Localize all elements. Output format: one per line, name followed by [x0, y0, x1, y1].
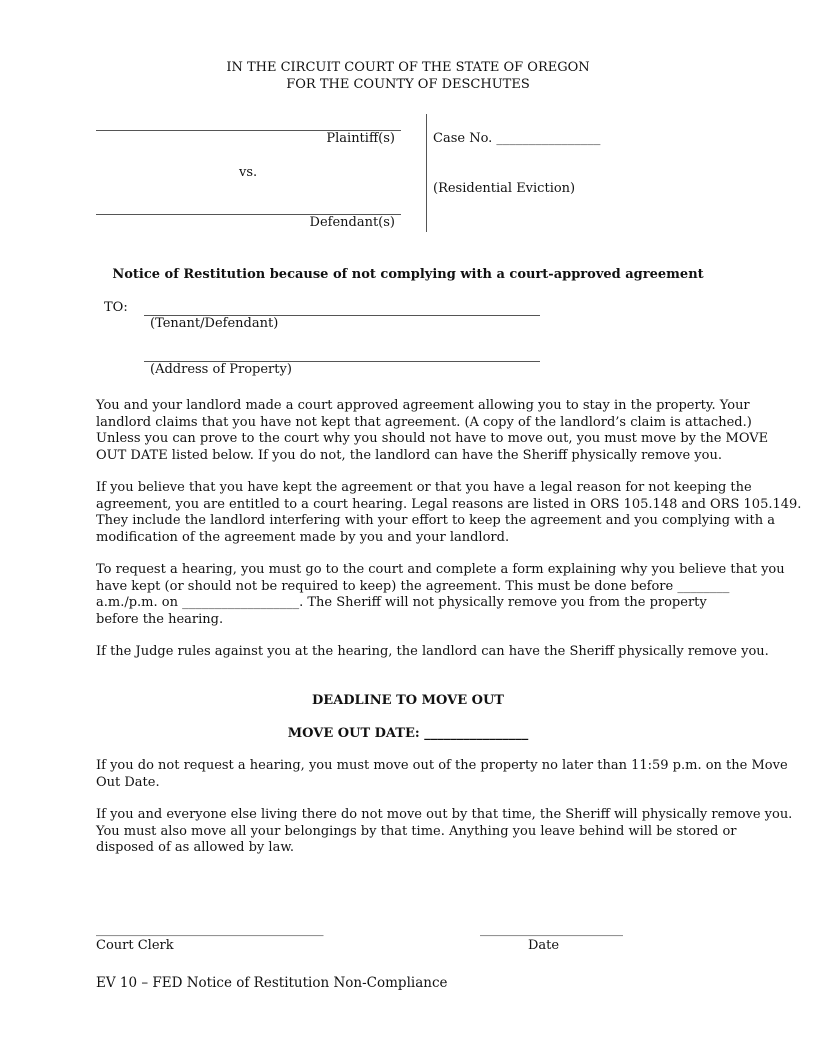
paragraph-line: To request a hearing, you must go to the court and complete a form explaining why you believe that you: [96, 562, 785, 577]
paragraph-line: If the Judge rules against you at the hearing, the landlord can have the Sheriff physically remove you.: [96, 644, 769, 659]
document-title: Notice of Restitution because of not complying with a court-approved agreement: [112, 267, 704, 282]
paragraph-line: landlord claims that you have not kept that agreement. (A copy of the landlord’s claim is attached.): [96, 414, 752, 430]
address-label: (Address of Property): [150, 362, 292, 377]
tenant-label: (Tenant/Defendant): [150, 316, 279, 331]
move-out-paragraph: [96, 758, 788, 791]
to-label: TO:: [104, 300, 128, 315]
clerk-label: Court Clerk: [96, 938, 174, 953]
judge-ruling-paragraph: [96, 644, 769, 661]
plaintiff-label: Plaintiff(s): [326, 131, 395, 146]
paragraph-line[interactable]: have kept (or should not be required to keep) the agreement. This must be done before ________: [96, 578, 730, 594]
deadline-heading: DEADLINE TO MOVE OUT: [312, 693, 504, 708]
paragraph-line: Out Date.: [96, 774, 160, 790]
county-line: FOR THE COUNTY OF DESCHUTES: [286, 76, 530, 92]
move-out-date-field[interactable]: MOVE OUT DATE: ________________: [287, 726, 529, 741]
date-label: Date: [528, 938, 560, 953]
form-footer: EV 10 – FED Notice of Restitution Non-Compliance: [96, 975, 448, 991]
paragraph-line: If you and everyone else living there do not move out by that time, the Sheriff will physically remove you.: [96, 807, 793, 822]
request-hearing-paragraph: [96, 562, 785, 628]
case-type-label: (Residential Eviction): [433, 181, 576, 196]
defendant-label: Defendant(s): [309, 215, 395, 230]
paragraph-line: modification of the agreement made by you and your landlord.: [96, 529, 510, 545]
vs-label: vs.: [239, 165, 258, 180]
agreement-paragraph: [96, 398, 769, 464]
paragraph-line: If you believe that you have kept the agreement or that you have a legal reason for not keeping the: [96, 480, 752, 495]
case-number-field[interactable]: Case No. ________________: [433, 131, 601, 146]
paragraph-line: You must also move all your belongings by that time. Anything you leave behind will be stored or: [96, 823, 737, 839]
paragraph-line[interactable]: a.m./p.m. on __________________. The Sheriff will not physically remove you from the property: [96, 595, 707, 610]
paragraph-line: before the hearing.: [96, 611, 224, 627]
paragraph-line: Unless you can prove to the court why you should not have to move out, you must move by the MOVE: [96, 431, 769, 446]
paragraph-line: You and your landlord made a court approved agreement allowing you to stay in the property. Your: [96, 398, 750, 413]
hearing-rights-paragraph: [96, 480, 802, 546]
paragraph-line: OUT DATE listed below. If you do not, the landlord can have the Sheriff physically remove you.: [96, 447, 722, 463]
court-heading: [0, 60, 816, 93]
paragraph-line: agreement, you are entitled to a court hearing. Legal reasons are listed in ORS 105.148 and ORS 105.149.: [96, 496, 802, 512]
clerk-signature-line[interactable]: ___________________________________: [96, 922, 324, 937]
caption-divider: [426, 114, 427, 232]
paragraph-line: If you do not request a hearing, you must move out of the property no later than 11:59 p.m. on the Move: [96, 758, 788, 773]
paragraph-line: disposed of as allowed by law.: [96, 840, 295, 855]
paragraph-line: They include the landlord interfering with your effort to keep the agreement and you complying with a: [96, 513, 775, 528]
court-name-line: IN THE CIRCUIT COURT OF THE STATE OF OREGON: [226, 60, 590, 75]
sheriff-removal-paragraph: [96, 807, 793, 857]
date-signature-line[interactable]: ______________________: [480, 922, 623, 937]
